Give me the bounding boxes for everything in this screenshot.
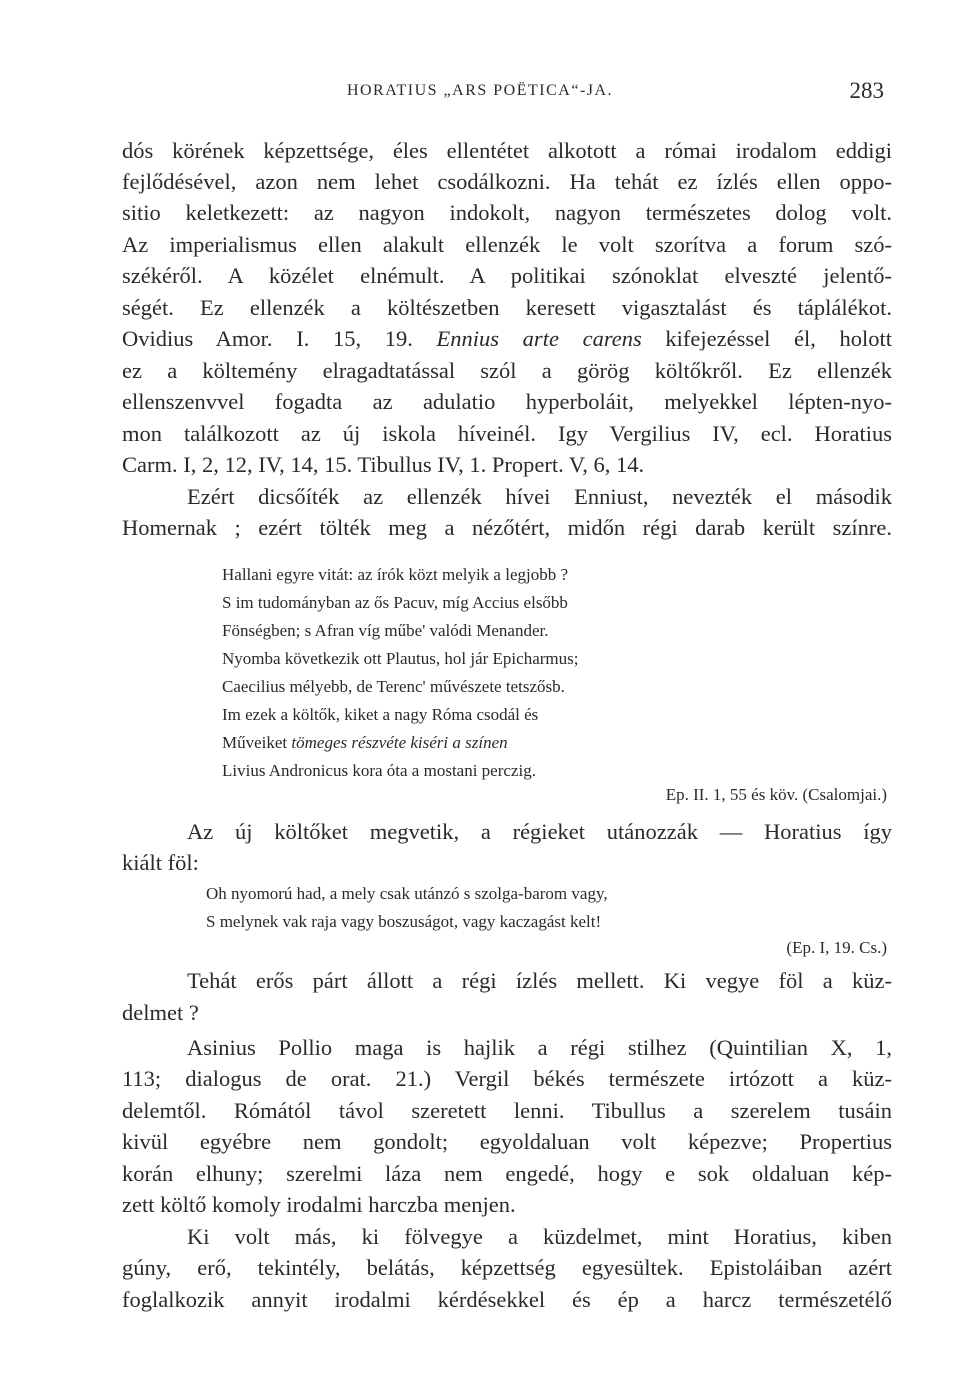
verse-line: S im tudományban az ős Pacuv, míg Accius elsőbb xyxy=(222,593,568,612)
text-line: mon találkozott az új iskola híveinél. Igy Vergilius IV, ecl. Horatius xyxy=(122,421,892,446)
text-line: Asinius Pollio maga is hajlik a régi stilhez (Quintilian X, 1, xyxy=(187,1035,892,1060)
text-line: sitio keletkezett: az nagyon indokolt, nagyon természetes dolog volt. xyxy=(122,200,892,225)
text-line: foglalkozik annyit irodalmi kérdésekkel és ép a harcz természetélő xyxy=(122,1287,892,1312)
text-line: delmet ? xyxy=(122,1000,199,1025)
text-line: Carm. I, 2, 12, IV, 14, 15. Tibullus IV, 1. Propert. V, 6, 14. xyxy=(122,452,645,477)
text-line: Tehát erős párt állott a régi ízlés mellett. Ki vegye föl a küz- xyxy=(187,968,892,993)
text-line: Ezért dicsőíték az ellenzék hívei Enniust, nevezték el második xyxy=(187,484,892,509)
text-line: ellenszenvvel fogadta az adulatio hyperboláit, melyekkel lépten-nyo- xyxy=(122,389,892,414)
verse-line: Caecilius mélyebb, de Terenc' művészete tetszősb. xyxy=(222,677,565,696)
verse-citation: Ep. II. 1, 55 és köv. (Csalomjai.) xyxy=(665,785,887,804)
text-line: zett költő komoly irodalmi harczba menjen. xyxy=(122,1192,516,1217)
text-line: Az új költőket megvetik, a régieket utánozzák — Horatius így xyxy=(187,819,892,844)
text-line: dós körének képzettsége, éles ellentétet alkotott a római irodalom eddigi xyxy=(122,138,892,163)
verse-line: Hallani egyre vitát: az írók közt melyik a legjobb ? xyxy=(222,565,569,584)
verse-line: Im ezek a költők, kiket a nagy Róma csodál és xyxy=(222,705,539,724)
text-segment: kifejezéssel él, holott xyxy=(641,326,892,351)
page-number: 283 xyxy=(849,78,884,103)
italic-phrase: Ennius arte carens xyxy=(436,326,642,351)
text-segment: Ovidius Amor. I. 15, 19. xyxy=(122,326,413,351)
page-header xyxy=(0,78,960,108)
text-line: ez a költemény elragadtatással szól a görög költőkről. Ez ellenzék xyxy=(122,358,892,383)
text-line: kivül egyébre nem gondolt; egyoldaluan volt képezve; Propertius xyxy=(122,1129,892,1154)
italic-phrase: tömeges részvéte kiséri a színen xyxy=(291,733,508,752)
text-line: kiált föl: xyxy=(122,850,199,875)
text-line: korán elhuny; szerelmi láza nem engedé, hogy e sok oldaluan kép- xyxy=(122,1161,892,1186)
text-line: Ki volt más, ki fölvegye a küzdelmet, mint Horatius, kiben xyxy=(187,1224,892,1249)
verse-line: S melynek vak raja vagy boszuságot, vagy kaczagást kelt! xyxy=(206,912,602,931)
verse-line: Oh nyomorú had, a mely csak utánzó s szolga-barom vagy, xyxy=(206,884,608,903)
text-line: székéről. A közélet elnémult. A politikai szónoklat elveszté jelentő- xyxy=(122,263,892,288)
text-line: Az imperialismus ellen alakult ellenzék le volt szorítva a forum szó- xyxy=(122,232,892,257)
verse-line: Livius Andronicus kora óta a mostani perczig. xyxy=(222,761,536,780)
text-line: Homernak ; ezért tölték meg a nézőtért, midőn régi darab került színre. xyxy=(122,515,892,540)
text-line: gúny, erő, tekintély, belátás, képzettség egyesültek. Epistoláiban azért xyxy=(122,1255,892,1280)
text-line xyxy=(122,324,892,354)
text-line: 113; dialogus de orat. 21.) Vergil békés természete irtózott a küz- xyxy=(122,1066,892,1091)
running-head: HORATIUS „ARS POËTICA“-JA. xyxy=(346,82,614,99)
verse-citation: (Ep. I, 19. Cs.) xyxy=(786,938,887,957)
verse-line xyxy=(222,731,508,755)
text-line: fejlődésével, azon nem lehet csodálkozni. Ha tehát ez ízlés ellen oppo- xyxy=(122,169,892,194)
text-line: ségét. Ez ellenzék a költészetben keresett vigasztalást és táplálékot. xyxy=(122,295,892,320)
verse-line: Nyomba következik ott Plautus, hol jár Epicharmus; xyxy=(222,649,579,668)
text-segment: Műveiket xyxy=(222,733,292,752)
verse-line: Fönségben; s Afran víg műbe' valódi Menander. xyxy=(222,621,549,640)
text-line: delemtől. Rómától távol szeretett lenni. Tibullus a szerelem tusáin xyxy=(122,1098,892,1123)
